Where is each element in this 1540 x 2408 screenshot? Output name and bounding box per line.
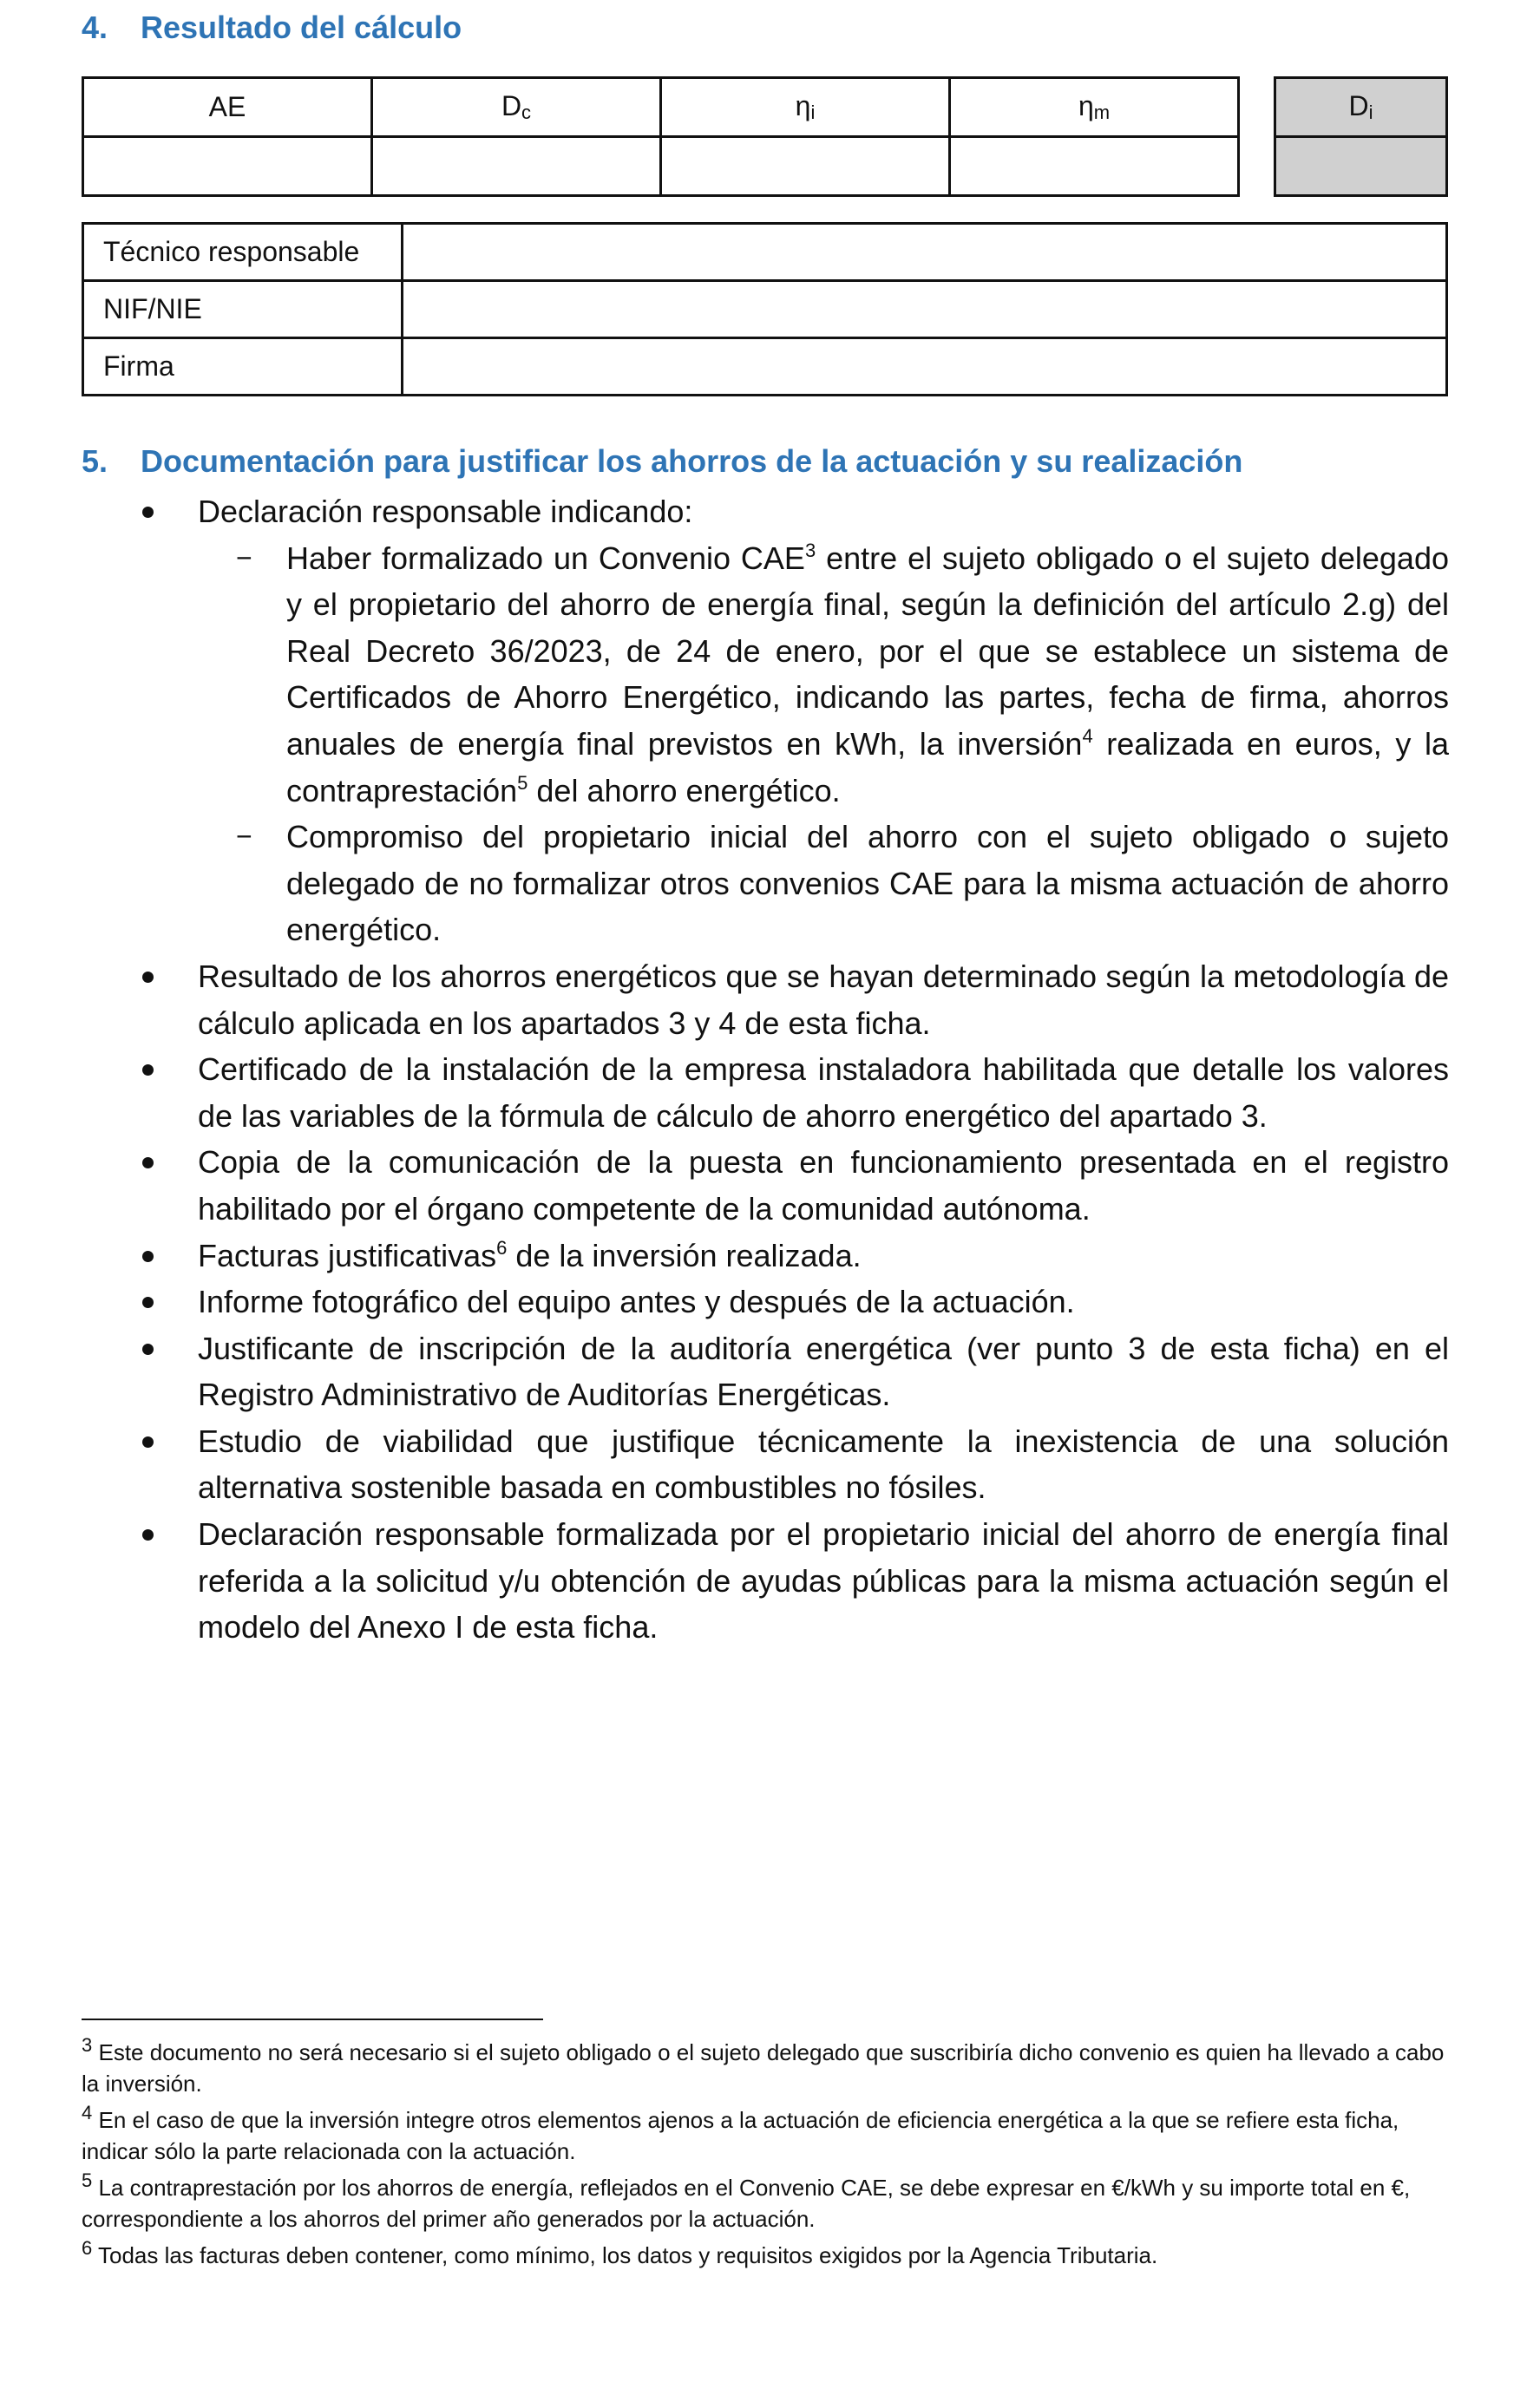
- cell-dc-value[interactable]: [372, 137, 661, 196]
- cell-ae-value[interactable]: [83, 137, 372, 196]
- list-item: Informe fotográfico del equipo antes y después de la actuación.: [82, 1279, 1449, 1325]
- list-item: [82, 488, 1449, 953]
- list-item: Estudio de viabilidad que justifique técnicamente la inexistencia de una solución alternativa sostenible basada en combustibles no fósiles.: [82, 1418, 1449, 1511]
- col-header-di: $D_i$: [1275, 78, 1447, 137]
- list-item: Justificante de inscripción de la auditoría energética (ver punto 3 de esta ficha) en el Registro Administrativo de Auditorías Energéticas.: [82, 1325, 1449, 1418]
- section-4-heading: [82, 9, 462, 47]
- sub-requirements-list: [198, 535, 1449, 953]
- col-header-eta-m: $\eta_m$: [950, 78, 1239, 137]
- col-header-ae: AE: [83, 78, 372, 137]
- footnote-4: $^4$ En el caso de que la inversión integre otros elementos ajenos a la actuación de eficiencia energética a la que se refiere esta ficha, indicar sólo la parte relacionada con la actuación.: [82, 2102, 1399, 2164]
- footnote-5: $^5$ La contraprestación por los ahorros de energía, reflejados en el Convenio CAE, se debe expresar en €/kWh y su importe total en €, correspondiente a los ahorros del primer año generados por la actuación.: [82, 2169, 1411, 2232]
- section-5-body: [82, 488, 1449, 1651]
- technician-table: [82, 222, 1448, 396]
- field-nif-nie[interactable]: [403, 281, 1447, 338]
- col-header-dc: $D_c$: [372, 78, 661, 137]
- cell-di-value: [1275, 137, 1447, 196]
- col-header-eta-i: $\eta_i$: [661, 78, 950, 137]
- sub-list-item: − Haber formalizado un Convenio CAE$^3$ entre el sujeto obligado o el sujeto delegado y el propietario del ahorro de energía final, según la definición del artículo 2.g) del Real Decreto 36/2023, de 24 de enero, por el que se establece un sistema de Certificados de Ahorro Energético, indicando las partes, fecha de firma, ahorros anuales de energía final previstos en kWh, la inversión$^4$ realizada en euros, y la contraprestación$^5$ del ahorro energético.: [198, 535, 1449, 815]
- list-item: Resultado de los ahorros energéticos que se hayan determinado según la metodología de cálculo aplicada en los apartados 3 y 4 de esta ficha.: [82, 953, 1449, 1046]
- section-5-number: 5.: [82, 443, 108, 479]
- requirements-list: [82, 488, 1449, 1651]
- footnote-3: $^3$ Este documento no será necesario si el sujeto obligado o el sujeto delegado que suscribiría dicho convenio es quien ha llevado a cabo la inversión.: [82, 2034, 1445, 2097]
- section-4-number: 4.: [82, 10, 108, 45]
- label-nif-nie: NIF/NIE: [83, 281, 403, 338]
- list-item-text: Declaración responsable indicando:: [198, 494, 693, 529]
- list-item: Facturas justificativas$^6$ de la inversión realizada.: [82, 1233, 1449, 1279]
- list-item: Copia de la comunicación de la puesta en funcionamiento presentada en el registro habilitado por el órgano competente de la comunidad autónoma.: [82, 1139, 1449, 1232]
- footnote-6: $^6$ Todas las facturas deben contener, como mínimo, los datos y requisitos exigidos por la Agencia Tributaria.: [82, 2237, 1158, 2268]
- sub-list-item: − Compromiso del propietario inicial del ahorro con el sujeto obligado o sujeto delegado de no formalizar otros convenios CAE para la misma actuación de ahorro energético.: [198, 814, 1449, 953]
- section-5-title: Documentación para justificar los ahorros de la actuación y su realización: [141, 443, 1243, 479]
- cell-eta-i-value[interactable]: [661, 137, 950, 196]
- list-item: Certificado de la instalación de la empresa instaladora habilitada que detalle los valores de las variables de la fórmula de cálculo de ahorro energético del apartado 3.: [82, 1046, 1449, 1139]
- field-firma[interactable]: [403, 338, 1447, 396]
- section-4-title: Resultado del cálculo: [141, 10, 462, 45]
- footnote-separator: [82, 2019, 543, 2020]
- cell-eta-m-value[interactable]: [950, 137, 1239, 196]
- footnote-ref: 6: [496, 1236, 508, 1259]
- footnote-ref: 4: [1082, 724, 1093, 747]
- footnotes: [82, 2034, 1449, 2276]
- section-5-heading: [82, 442, 1242, 481]
- list-item: Declaración responsable formalizada por el propietario inicial del ahorro de energía final referida a la solicitud y/u obtención de ayudas públicas para la misma actuación según el modelo del Anexo I de esta ficha.: [82, 1511, 1449, 1651]
- field-tecnico-responsable[interactable]: [403, 224, 1447, 281]
- label-firma: Firma: [83, 338, 403, 396]
- footnote-ref: 5: [517, 771, 528, 794]
- label-tecnico-responsable: Técnico responsable: [83, 224, 403, 281]
- footnote-ref: 3: [804, 539, 816, 561]
- result-table: [82, 76, 1240, 197]
- result-table-di: [1274, 76, 1448, 197]
